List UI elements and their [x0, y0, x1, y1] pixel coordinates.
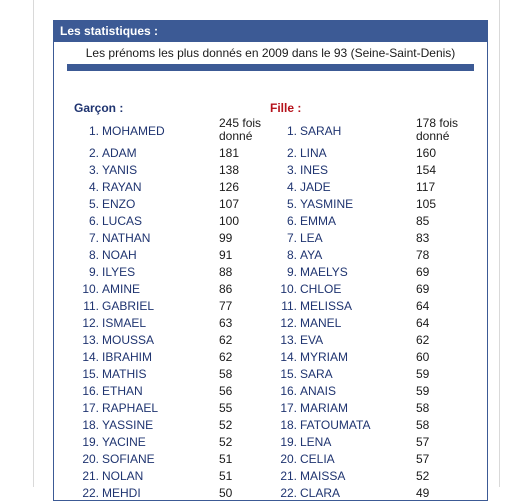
girl-count: 64 — [416, 299, 430, 313]
girl-count: 58 — [416, 401, 430, 415]
boy-name: ILYES — [102, 265, 136, 279]
girl-row — [54, 281, 487, 298]
boy-count: 126 — [219, 180, 240, 194]
boy-rank: 12. — [82, 316, 99, 330]
boy-name: SOFIANE — [102, 452, 155, 466]
boy-rank: 14. — [82, 350, 99, 364]
girl-count: 160 — [416, 146, 437, 160]
statistics-panel — [53, 20, 488, 501]
girl-row — [54, 417, 487, 434]
girl-row — [54, 117, 487, 145]
boy-name: YASSINE — [102, 418, 154, 432]
girl-name: SARAH — [300, 124, 342, 138]
girl-name: MYRIAM — [300, 350, 348, 364]
boy-count: 245 fois donné — [219, 116, 262, 143]
girl-row — [54, 468, 487, 485]
boy-rank: 11. — [83, 299, 99, 313]
girl-name: EVA — [300, 333, 324, 347]
boy-count: 62 — [219, 333, 233, 347]
boy-count: 181 — [219, 146, 240, 160]
girl-name: FATOUMATA — [300, 418, 371, 432]
boy-count: 56 — [219, 384, 233, 398]
girl-name: CLARA — [300, 486, 341, 500]
boy-name: MEHDI — [102, 486, 141, 500]
girl-count: 57 — [416, 452, 430, 466]
girl-count: 58 — [416, 418, 430, 432]
boy-count: 51 — [219, 452, 233, 466]
girl-row — [54, 196, 487, 213]
boy-rank: 21. — [82, 469, 99, 483]
girls-column-heading: Fille : — [270, 101, 302, 115]
boy-name: ETHAN — [102, 384, 143, 398]
girl-rank: 22. — [280, 486, 297, 500]
boy-rank: 9. — [88, 265, 99, 279]
girl-count: 69 — [416, 282, 430, 296]
girl-name: LEA — [300, 231, 323, 245]
girl-rank: 21. — [280, 469, 297, 483]
boy-count: 91 — [219, 248, 233, 262]
boy-rank: 2. — [88, 146, 99, 160]
girl-rank: 7. — [286, 231, 297, 245]
girl-name: CELIA — [300, 452, 335, 466]
boy-count: 52 — [219, 418, 233, 432]
girl-count: 49 — [416, 486, 430, 500]
girl-count: 154 — [416, 163, 437, 177]
girl-count: 69 — [416, 265, 430, 279]
girl-row — [54, 434, 487, 451]
boy-count: 86 — [219, 282, 233, 296]
boy-rank: 19. — [82, 435, 99, 449]
girl-row — [54, 485, 487, 502]
girl-row — [54, 315, 487, 332]
boy-name: MOHAMED — [102, 124, 165, 138]
girl-count: 105 — [416, 197, 437, 211]
girl-row — [54, 145, 487, 162]
girl-name: YASMINE — [300, 197, 354, 211]
girl-count: 62 — [416, 333, 430, 347]
boy-rank: 16. — [82, 384, 99, 398]
left-divider — [33, 0, 34, 487]
panel-subtitle: Les prénoms les plus donnés en 2009 dans le 93 (Seine-Saint-Denis) — [85, 46, 456, 60]
girl-rank: 19. — [280, 435, 297, 449]
boy-name: NATHAN — [102, 231, 151, 245]
boy-rank: 20. — [82, 452, 99, 466]
panel-header: Les statistiques : — [54, 20, 487, 42]
girl-rank: 2. — [286, 146, 297, 160]
boy-rank: 4. — [88, 180, 99, 194]
girl-name: JADE — [300, 180, 331, 194]
girl-row — [54, 162, 487, 179]
boy-count: 51 — [219, 469, 233, 483]
girl-name: MAISSA — [300, 469, 346, 483]
girl-name: ANAIS — [300, 384, 337, 398]
girl-row — [54, 179, 487, 196]
boy-count: 99 — [219, 231, 233, 245]
girl-row — [54, 213, 487, 230]
girl-name: CHLOE — [300, 282, 342, 296]
subtitle-divider — [67, 64, 474, 71]
boys-column-heading: Garçon : — [74, 101, 124, 115]
girl-rank: 10. — [280, 282, 297, 296]
girl-rank: 5. — [286, 197, 297, 211]
boy-name: ENZO — [102, 197, 136, 211]
boy-rank: 13. — [82, 333, 99, 347]
girl-count: 60 — [416, 350, 430, 364]
boy-name: YANIS — [102, 163, 138, 177]
boy-rank: 18. — [82, 418, 99, 432]
boy-name: ADAM — [102, 146, 137, 160]
boy-count: 55 — [219, 401, 233, 415]
girl-count: 52 — [416, 469, 430, 483]
boy-rank: 17. — [82, 401, 99, 415]
girl-rank: 12. — [280, 316, 297, 330]
boy-name: LUCAS — [102, 214, 143, 228]
girl-row — [54, 383, 487, 400]
girl-count: 59 — [416, 384, 430, 398]
girl-name: INES — [300, 163, 329, 177]
boy-name: MATHIS — [102, 367, 147, 381]
girl-row — [54, 451, 487, 468]
boy-rank: 10. — [82, 282, 99, 296]
girl-row — [54, 332, 487, 349]
girl-name: EMMA — [300, 214, 336, 228]
boy-count: 50 — [219, 486, 233, 500]
girl-row — [54, 264, 487, 281]
girl-row — [54, 400, 487, 417]
boy-count: 63 — [219, 316, 233, 330]
girl-row — [54, 349, 487, 366]
girl-count: 178 fois donné — [416, 116, 459, 143]
girl-rank: 9. — [286, 265, 297, 279]
girl-rank: 3. — [286, 163, 297, 177]
boy-name: MOUSSA — [102, 333, 155, 347]
boy-name: GABRIEL — [102, 299, 155, 313]
right-divider — [499, 0, 500, 487]
girl-rank: 8. — [286, 248, 297, 262]
boy-count: 88 — [219, 265, 233, 279]
boy-rank: 22. — [82, 486, 99, 500]
girl-row — [54, 298, 487, 315]
girl-row — [54, 366, 487, 383]
girl-name: MAELYS — [300, 265, 348, 279]
girl-count: 57 — [416, 435, 430, 449]
girl-rank: 13. — [280, 333, 297, 347]
boy-name: RAYAN — [102, 180, 142, 194]
boy-name: ISMAEL — [102, 316, 147, 330]
boy-count: 52 — [219, 435, 233, 449]
girl-rank: 16. — [280, 384, 297, 398]
boy-rank: 7. — [88, 231, 99, 245]
girl-rank: 18. — [280, 418, 297, 432]
girl-rank: 20. — [280, 452, 297, 466]
girl-name: LENA — [300, 435, 332, 449]
girl-count: 64 — [416, 316, 430, 330]
boy-name: YACINE — [102, 435, 146, 449]
boy-name: NOAH — [102, 248, 137, 262]
girl-row — [54, 247, 487, 264]
girl-count: 117 — [416, 180, 436, 194]
girl-name: LINA — [300, 146, 327, 160]
boy-rank: 3. — [88, 163, 99, 177]
girl-rank: 6. — [286, 214, 297, 228]
boy-count: 138 — [219, 163, 240, 177]
girl-name: AYA — [300, 248, 323, 262]
girl-row — [54, 230, 487, 247]
girl-rank: 15. — [280, 367, 297, 381]
boy-count: 77 — [219, 299, 233, 313]
boy-rank: 8. — [88, 248, 99, 262]
girl-rank: 4. — [286, 180, 297, 194]
girl-count: 78 — [416, 248, 430, 262]
boy-rank: 5. — [88, 197, 99, 211]
boy-count: 100 — [219, 214, 240, 228]
girl-name: MARIAM — [300, 401, 348, 415]
boy-count: 107 — [219, 197, 240, 211]
boy-name: NOLAN — [102, 469, 144, 483]
boy-count: 62 — [219, 350, 233, 364]
girl-count: 59 — [416, 367, 430, 381]
boy-rank: 1. — [88, 124, 99, 138]
boy-name: IBRAHIM — [102, 350, 153, 364]
boy-name: AMINE — [102, 282, 141, 296]
girl-name: SARA — [300, 367, 333, 381]
girl-name: MELISSA — [300, 299, 353, 313]
girl-count: 85 — [416, 214, 430, 228]
girl-rank: 17. — [280, 401, 297, 415]
girl-rank: 1. — [286, 124, 297, 138]
boy-rank: 6. — [88, 214, 99, 228]
girl-rank: 14. — [280, 350, 297, 364]
boy-name: RAPHAEL — [102, 401, 159, 415]
girl-name: MANEL — [300, 316, 342, 330]
girl-rank: 11. — [281, 299, 297, 313]
boy-count: 58 — [219, 367, 233, 381]
girl-count: 83 — [416, 231, 430, 245]
boy-rank: 15. — [82, 367, 99, 381]
